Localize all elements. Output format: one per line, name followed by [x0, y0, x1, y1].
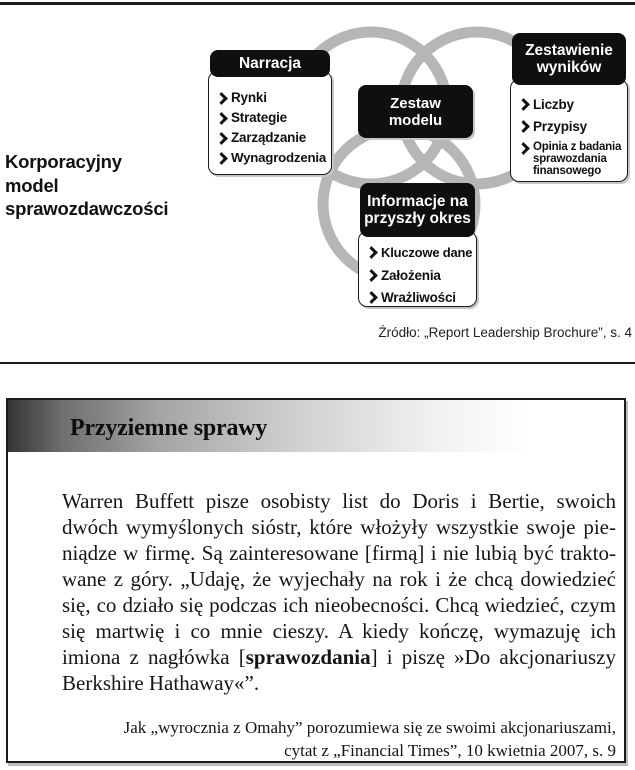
- text-segment: dwóch wymyślonych sióstr, które włożyły wszystkie swoje pie-: [62, 515, 616, 539]
- list-item-label: Zarządzanie: [231, 130, 307, 145]
- node-narracja-header: Narracja: [210, 50, 330, 77]
- text-segment: Berkshire Hathaway«”.: [62, 671, 260, 695]
- chevron-right-icon: [365, 269, 378, 282]
- list-item-label: Przypisy: [533, 119, 587, 134]
- chevron-right-icon: [365, 291, 378, 304]
- paragraph-line: [62, 670, 616, 696]
- list-item: [217, 108, 326, 128]
- list-item-label: Wrażliwości: [381, 290, 456, 305]
- list-item: [367, 242, 472, 265]
- node-zestaw-modelu-label: Zestaw modelu: [388, 94, 443, 129]
- list-item: [519, 138, 623, 177]
- diagram-title-line: model: [5, 174, 59, 196]
- node-informacje: [358, 183, 477, 307]
- sidebar-title: Przyziemne sprawy: [70, 414, 268, 441]
- diagram-title-line: sprawozdawczości: [5, 198, 169, 219]
- paragraph-line: [62, 618, 616, 644]
- list-item: [519, 116, 623, 138]
- chevron-right-icon: [517, 98, 530, 111]
- list-item-label: Kluczowe dane: [381, 245, 473, 260]
- sidebar-attribution: [62, 716, 616, 762]
- chevron-right-icon: [215, 152, 228, 165]
- list-item-label: Wynagrodzenia: [231, 150, 327, 165]
- chevron-right-icon: [215, 132, 228, 145]
- text-segment: się, co działo się podczas ich nieobecności. Chcą wiedzieć, czym: [62, 593, 616, 617]
- text-segment: Warren Buffett pisze osobisty list do Doris i Bertie, swoich: [62, 489, 616, 513]
- diagram-title-line: Korporacyjny: [5, 151, 122, 172]
- list-item: [217, 148, 326, 168]
- sidebar-header-bar: [8, 400, 624, 452]
- diagram-source-caption: Źródło: „Report Leadership Brochure”, s. 4: [378, 325, 632, 340]
- chevron-right-icon: [365, 246, 378, 259]
- text-segment: niądze w firmę. Są zainteresowane [firmą] i nie lubią być trakto-: [62, 541, 616, 565]
- paragraph-line: [62, 566, 616, 592]
- bold-term: sprawozdania: [245, 645, 371, 669]
- list-item-label: Liczby: [533, 97, 574, 112]
- node-zestaw-modelu: [358, 85, 473, 138]
- section-divider: [0, 362, 635, 364]
- node-informacje-header: Informacje na przyszły okres: [360, 183, 475, 237]
- list-item: [367, 265, 472, 288]
- paragraph-line: [62, 540, 616, 566]
- paragraph-line: [62, 488, 616, 514]
- paragraph-line: [62, 644, 616, 670]
- node-zestawienie-wynikow: [510, 33, 628, 182]
- list-item-label: Założenia: [381, 267, 441, 283]
- list-item-label: Opinia z badania sprawozdania finansowego: [533, 141, 622, 177]
- list-item-label: Strategie: [231, 110, 287, 125]
- list-item: [367, 287, 472, 310]
- node-zestawienie-header: Zestawienie wyników: [512, 33, 626, 85]
- list-item: [519, 94, 623, 116]
- list-item: [217, 128, 326, 148]
- node-narracja: [208, 50, 332, 175]
- chevron-right-icon: [517, 142, 530, 155]
- paragraph-line: [62, 514, 616, 540]
- list-item: [217, 88, 326, 108]
- chevron-right-icon: [517, 120, 530, 133]
- attribution-line: Jak „wyrocznia z Omahy” porozumiewa się ze swoimi akcjonariuszami,: [123, 718, 616, 737]
- text-segment: ] i piszę »Do akcjonariuszy: [370, 645, 616, 669]
- chevron-right-icon: [215, 112, 228, 125]
- sidebar-paragraph: [62, 488, 616, 696]
- sidebar-quote-box: [6, 398, 626, 763]
- attribution-line: cytat z „Financial Times”, 10 kwietnia 2007, s. 9: [284, 741, 616, 760]
- paragraph-line: [62, 592, 616, 618]
- list-item-label: Rynki: [231, 90, 267, 105]
- text-segment: imiona z nagłówka [: [62, 645, 246, 669]
- chevron-right-icon: [215, 92, 228, 105]
- text-segment: się martwię i co mnie cieszy. A kiedy kończę, wymazuję ich: [62, 619, 616, 643]
- text-segment: wane z góry. „Udaję, że wyjechały na rok i że chcą dowiedzieć: [62, 567, 616, 591]
